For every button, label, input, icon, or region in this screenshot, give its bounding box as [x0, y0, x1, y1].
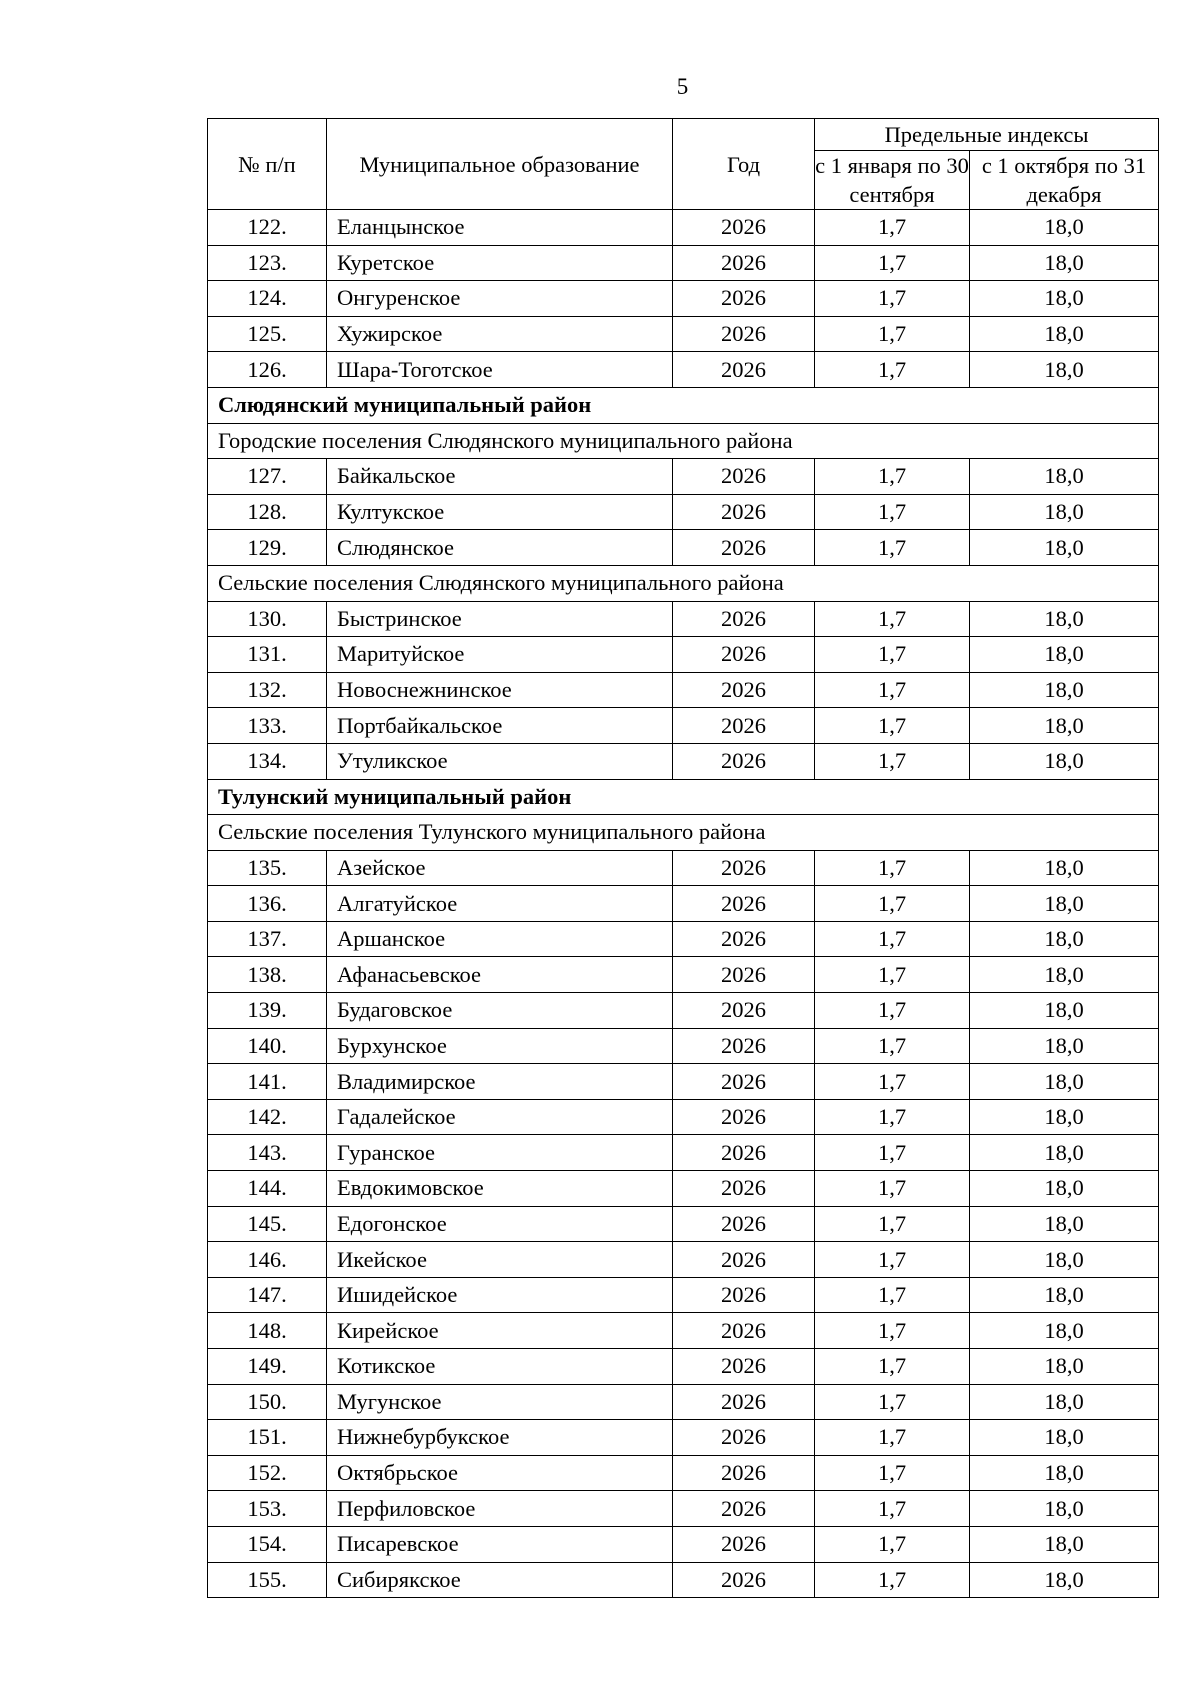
table-row: [208, 1028, 1159, 1064]
table-row: [208, 708, 1159, 744]
table-row: [208, 1384, 1159, 1420]
cell-municipality: Будаговское: [327, 993, 673, 1029]
cell-year: 2026: [673, 921, 815, 957]
cell-index-oct-dec: 18,0: [970, 850, 1159, 886]
cell-index-jan-sep: 1,7: [815, 1420, 970, 1456]
cell-municipality: Аршанское: [327, 921, 673, 957]
cell-index-jan-sep: 1,7: [815, 1099, 970, 1135]
cell-index-jan-sep: 1,7: [815, 743, 970, 779]
header-number: № п/п: [208, 119, 327, 210]
cell-index-oct-dec: 18,0: [970, 1171, 1159, 1207]
cell-number: 123.: [208, 245, 327, 281]
cell-number: 146.: [208, 1242, 327, 1278]
table-row: [208, 245, 1159, 281]
cell-index-oct-dec: 18,0: [970, 1455, 1159, 1491]
cell-index-oct-dec: 18,0: [970, 743, 1159, 779]
table-row: [208, 1455, 1159, 1491]
section-row: [208, 565, 1159, 601]
cell-year: 2026: [673, 1099, 815, 1135]
table-row: [208, 1420, 1159, 1456]
table-row: [208, 1099, 1159, 1135]
table-row: [208, 1526, 1159, 1562]
table-row: [208, 957, 1159, 993]
cell-index-jan-sep: 1,7: [815, 1491, 970, 1527]
cell-index-oct-dec: 18,0: [970, 494, 1159, 530]
cell-index-jan-sep: 1,7: [815, 1349, 970, 1385]
settlement-group-heading: Сельские поселения Слюдянского муниципального района: [208, 565, 1159, 601]
cell-index-oct-dec: 18,0: [970, 530, 1159, 566]
cell-index-jan-sep: 1,7: [815, 850, 970, 886]
table-row: [208, 672, 1159, 708]
cell-municipality: Нижнебурбукское: [327, 1420, 673, 1456]
cell-number: 126.: [208, 352, 327, 388]
cell-number: 134.: [208, 743, 327, 779]
cell-index-jan-sep: 1,7: [815, 352, 970, 388]
cell-municipality: Гадалейское: [327, 1099, 673, 1135]
section-row: [208, 815, 1159, 851]
cell-number: 148.: [208, 1313, 327, 1349]
section-row: [208, 779, 1159, 815]
cell-number: 132.: [208, 672, 327, 708]
cell-municipality: Хужирское: [327, 316, 673, 352]
cell-municipality: Байкальское: [327, 459, 673, 495]
cell-year: 2026: [673, 1526, 815, 1562]
table-row: [208, 530, 1159, 566]
cell-index-jan-sep: 1,7: [815, 1384, 970, 1420]
cell-index-jan-sep: 1,7: [815, 1064, 970, 1100]
cell-year: 2026: [673, 957, 815, 993]
cell-municipality: Евдокимовское: [327, 1171, 673, 1207]
cell-year: 2026: [673, 1135, 815, 1171]
table-row: [208, 1313, 1159, 1349]
table-row: [208, 1562, 1159, 1598]
cell-number: 142.: [208, 1099, 327, 1135]
district-heading: Слюдянский муниципальный район: [208, 387, 1159, 423]
cell-year: 2026: [673, 1455, 815, 1491]
cell-index-oct-dec: 18,0: [970, 316, 1159, 352]
table-row: [208, 637, 1159, 673]
cell-index-jan-sep: 1,7: [815, 601, 970, 637]
cell-year: 2026: [673, 1206, 815, 1242]
cell-municipality: Икейское: [327, 1242, 673, 1278]
table-row: [208, 459, 1159, 495]
cell-index-jan-sep: 1,7: [815, 281, 970, 317]
table-row: [208, 1206, 1159, 1242]
cell-number: 151.: [208, 1420, 327, 1456]
cell-municipality: Слюдянское: [327, 530, 673, 566]
table-row: [208, 1491, 1159, 1527]
cell-index-oct-dec: 18,0: [970, 352, 1159, 388]
cell-municipality: Октябрьское: [327, 1455, 673, 1491]
cell-year: 2026: [673, 708, 815, 744]
cell-municipality: Маритуйское: [327, 637, 673, 673]
cell-index-jan-sep: 1,7: [815, 886, 970, 922]
cell-index-oct-dec: 18,0: [970, 1135, 1159, 1171]
cell-year: 2026: [673, 743, 815, 779]
cell-number: 135.: [208, 850, 327, 886]
cell-number: 155.: [208, 1562, 327, 1598]
cell-index-jan-sep: 1,7: [815, 993, 970, 1029]
header-period-jan-sep: с 1 января по 30 сентября: [815, 151, 970, 210]
cell-year: 2026: [673, 850, 815, 886]
header-municipality: Муниципальное образование: [327, 119, 673, 210]
cell-index-jan-sep: 1,7: [815, 316, 970, 352]
cell-municipality: Быстринское: [327, 601, 673, 637]
cell-municipality: Едогонское: [327, 1206, 673, 1242]
table-row: [208, 1135, 1159, 1171]
cell-number: 137.: [208, 921, 327, 957]
cell-number: 127.: [208, 459, 327, 495]
cell-index-jan-sep: 1,7: [815, 1135, 970, 1171]
cell-index-oct-dec: 18,0: [970, 886, 1159, 922]
cell-municipality: Перфиловское: [327, 1491, 673, 1527]
cell-number: 125.: [208, 316, 327, 352]
cell-municipality: Азейское: [327, 850, 673, 886]
cell-index-jan-sep: 1,7: [815, 637, 970, 673]
cell-number: 152.: [208, 1455, 327, 1491]
cell-number: 122.: [208, 210, 327, 246]
cell-year: 2026: [673, 245, 815, 281]
settlement-group-heading: Городские поселения Слюдянского муниципального района: [208, 423, 1159, 459]
cell-number: 140.: [208, 1028, 327, 1064]
cell-index-oct-dec: 18,0: [970, 1313, 1159, 1349]
cell-municipality: Култукское: [327, 494, 673, 530]
cell-number: 143.: [208, 1135, 327, 1171]
cell-index-oct-dec: 18,0: [970, 1242, 1159, 1278]
cell-index-jan-sep: 1,7: [815, 494, 970, 530]
cell-municipality: Утуликское: [327, 743, 673, 779]
cell-year: 2026: [673, 993, 815, 1029]
cell-year: 2026: [673, 1384, 815, 1420]
cell-number: 128.: [208, 494, 327, 530]
cell-number: 133.: [208, 708, 327, 744]
cell-index-jan-sep: 1,7: [815, 1313, 970, 1349]
table-row: [208, 1349, 1159, 1385]
cell-index-oct-dec: 18,0: [970, 708, 1159, 744]
cell-index-oct-dec: 18,0: [970, 921, 1159, 957]
cell-municipality: Бурхунское: [327, 1028, 673, 1064]
cell-index-oct-dec: 18,0: [970, 1206, 1159, 1242]
cell-index-jan-sep: 1,7: [815, 1028, 970, 1064]
cell-municipality: Куретское: [327, 245, 673, 281]
cell-year: 2026: [673, 1562, 815, 1598]
cell-year: 2026: [673, 1277, 815, 1313]
cell-year: 2026: [673, 637, 815, 673]
cell-year: 2026: [673, 1420, 815, 1456]
cell-index-oct-dec: 18,0: [970, 1384, 1159, 1420]
cell-index-oct-dec: 18,0: [970, 1562, 1159, 1598]
header-period-oct-dec: с 1 октября по 31 декабря: [970, 151, 1159, 210]
section-row: [208, 423, 1159, 459]
cell-year: 2026: [673, 316, 815, 352]
cell-year: 2026: [673, 601, 815, 637]
cell-index-jan-sep: 1,7: [815, 459, 970, 495]
cell-municipality: Котикское: [327, 1349, 673, 1385]
cell-index-jan-sep: 1,7: [815, 1455, 970, 1491]
limit-index-table: [207, 118, 1159, 1598]
table-header: [208, 119, 1159, 210]
cell-index-jan-sep: 1,7: [815, 1277, 970, 1313]
cell-index-jan-sep: 1,7: [815, 957, 970, 993]
cell-year: 2026: [673, 1313, 815, 1349]
cell-index-jan-sep: 1,7: [815, 1526, 970, 1562]
cell-number: 153.: [208, 1491, 327, 1527]
table-row: [208, 601, 1159, 637]
cell-municipality: Шара-Тоготское: [327, 352, 673, 388]
cell-number: 129.: [208, 530, 327, 566]
cell-index-oct-dec: 18,0: [970, 601, 1159, 637]
table-row: [208, 1171, 1159, 1207]
cell-number: 138.: [208, 957, 327, 993]
cell-municipality: Владимирское: [327, 1064, 673, 1100]
header-year: Год: [673, 119, 815, 210]
cell-index-oct-dec: 18,0: [970, 1099, 1159, 1135]
table-row: [208, 352, 1159, 388]
cell-index-jan-sep: 1,7: [815, 210, 970, 246]
cell-year: 2026: [673, 494, 815, 530]
table-row: [208, 886, 1159, 922]
cell-municipality: Новоснежнинское: [327, 672, 673, 708]
cell-year: 2026: [673, 1028, 815, 1064]
cell-year: 2026: [673, 672, 815, 708]
table-row: [208, 850, 1159, 886]
cell-number: 150.: [208, 1384, 327, 1420]
table-row: [208, 316, 1159, 352]
table-row: [208, 281, 1159, 317]
cell-index-oct-dec: 18,0: [970, 1526, 1159, 1562]
cell-index-oct-dec: 18,0: [970, 672, 1159, 708]
cell-index-jan-sep: 1,7: [815, 1242, 970, 1278]
cell-index-jan-sep: 1,7: [815, 921, 970, 957]
table-row: [208, 1242, 1159, 1278]
table-body: [208, 210, 1159, 1598]
cell-index-oct-dec: 18,0: [970, 993, 1159, 1029]
cell-index-jan-sep: 1,7: [815, 245, 970, 281]
table-row: [208, 993, 1159, 1029]
settlement-group-heading: Сельские поселения Тулунского муниципального района: [208, 815, 1159, 851]
cell-year: 2026: [673, 1242, 815, 1278]
cell-municipality: Онгуренское: [327, 281, 673, 317]
table-row: [208, 1064, 1159, 1100]
header-limit-indices: Предельные индексы: [815, 119, 1159, 151]
cell-index-jan-sep: 1,7: [815, 1171, 970, 1207]
cell-municipality: Сибирякское: [327, 1562, 673, 1598]
cell-index-jan-sep: 1,7: [815, 708, 970, 744]
cell-index-oct-dec: 18,0: [970, 459, 1159, 495]
cell-year: 2026: [673, 281, 815, 317]
cell-year: 2026: [673, 1491, 815, 1527]
cell-index-jan-sep: 1,7: [815, 530, 970, 566]
cell-year: 2026: [673, 886, 815, 922]
cell-index-oct-dec: 18,0: [970, 1028, 1159, 1064]
cell-municipality: Алгатуйское: [327, 886, 673, 922]
cell-year: 2026: [673, 352, 815, 388]
cell-number: 136.: [208, 886, 327, 922]
cell-municipality: Ишидейское: [327, 1277, 673, 1313]
cell-number: 154.: [208, 1526, 327, 1562]
cell-index-oct-dec: 18,0: [970, 1349, 1159, 1385]
cell-index-oct-dec: 18,0: [970, 1064, 1159, 1100]
cell-year: 2026: [673, 1171, 815, 1207]
cell-year: 2026: [673, 1064, 815, 1100]
cell-index-oct-dec: 18,0: [970, 637, 1159, 673]
cell-number: 147.: [208, 1277, 327, 1313]
cell-index-oct-dec: 18,0: [970, 957, 1159, 993]
cell-municipality: Кирейское: [327, 1313, 673, 1349]
cell-municipality: Еланцынское: [327, 210, 673, 246]
cell-index-oct-dec: 18,0: [970, 1277, 1159, 1313]
cell-number: 124.: [208, 281, 327, 317]
cell-index-jan-sep: 1,7: [815, 1562, 970, 1598]
cell-index-oct-dec: 18,0: [970, 210, 1159, 246]
table-row: [208, 1277, 1159, 1313]
cell-municipality: Гуранское: [327, 1135, 673, 1171]
section-row: [208, 387, 1159, 423]
cell-number: 130.: [208, 601, 327, 637]
cell-municipality: Портбайкальское: [327, 708, 673, 744]
cell-index-oct-dec: 18,0: [970, 245, 1159, 281]
cell-number: 145.: [208, 1206, 327, 1242]
cell-index-jan-sep: 1,7: [815, 1206, 970, 1242]
table-row: [208, 921, 1159, 957]
cell-municipality: Писаревское: [327, 1526, 673, 1562]
cell-index-oct-dec: 18,0: [970, 1491, 1159, 1527]
cell-municipality: Афанасьевское: [327, 957, 673, 993]
cell-year: 2026: [673, 1349, 815, 1385]
district-heading: Тулунский муниципальный район: [208, 779, 1159, 815]
page-number: 5: [676, 74, 689, 99]
cell-number: 144.: [208, 1171, 327, 1207]
cell-index-oct-dec: 18,0: [970, 1420, 1159, 1456]
cell-index-oct-dec: 18,0: [970, 281, 1159, 317]
cell-number: 149.: [208, 1349, 327, 1385]
table-row: [208, 210, 1159, 246]
cell-number: 139.: [208, 993, 327, 1029]
cell-municipality: Мугунское: [327, 1384, 673, 1420]
cell-year: 2026: [673, 459, 815, 495]
cell-number: 131.: [208, 637, 327, 673]
table-row: [208, 743, 1159, 779]
table-row: [208, 494, 1159, 530]
cell-index-jan-sep: 1,7: [815, 672, 970, 708]
cell-year: 2026: [673, 210, 815, 246]
cell-year: 2026: [673, 530, 815, 566]
cell-number: 141.: [208, 1064, 327, 1100]
